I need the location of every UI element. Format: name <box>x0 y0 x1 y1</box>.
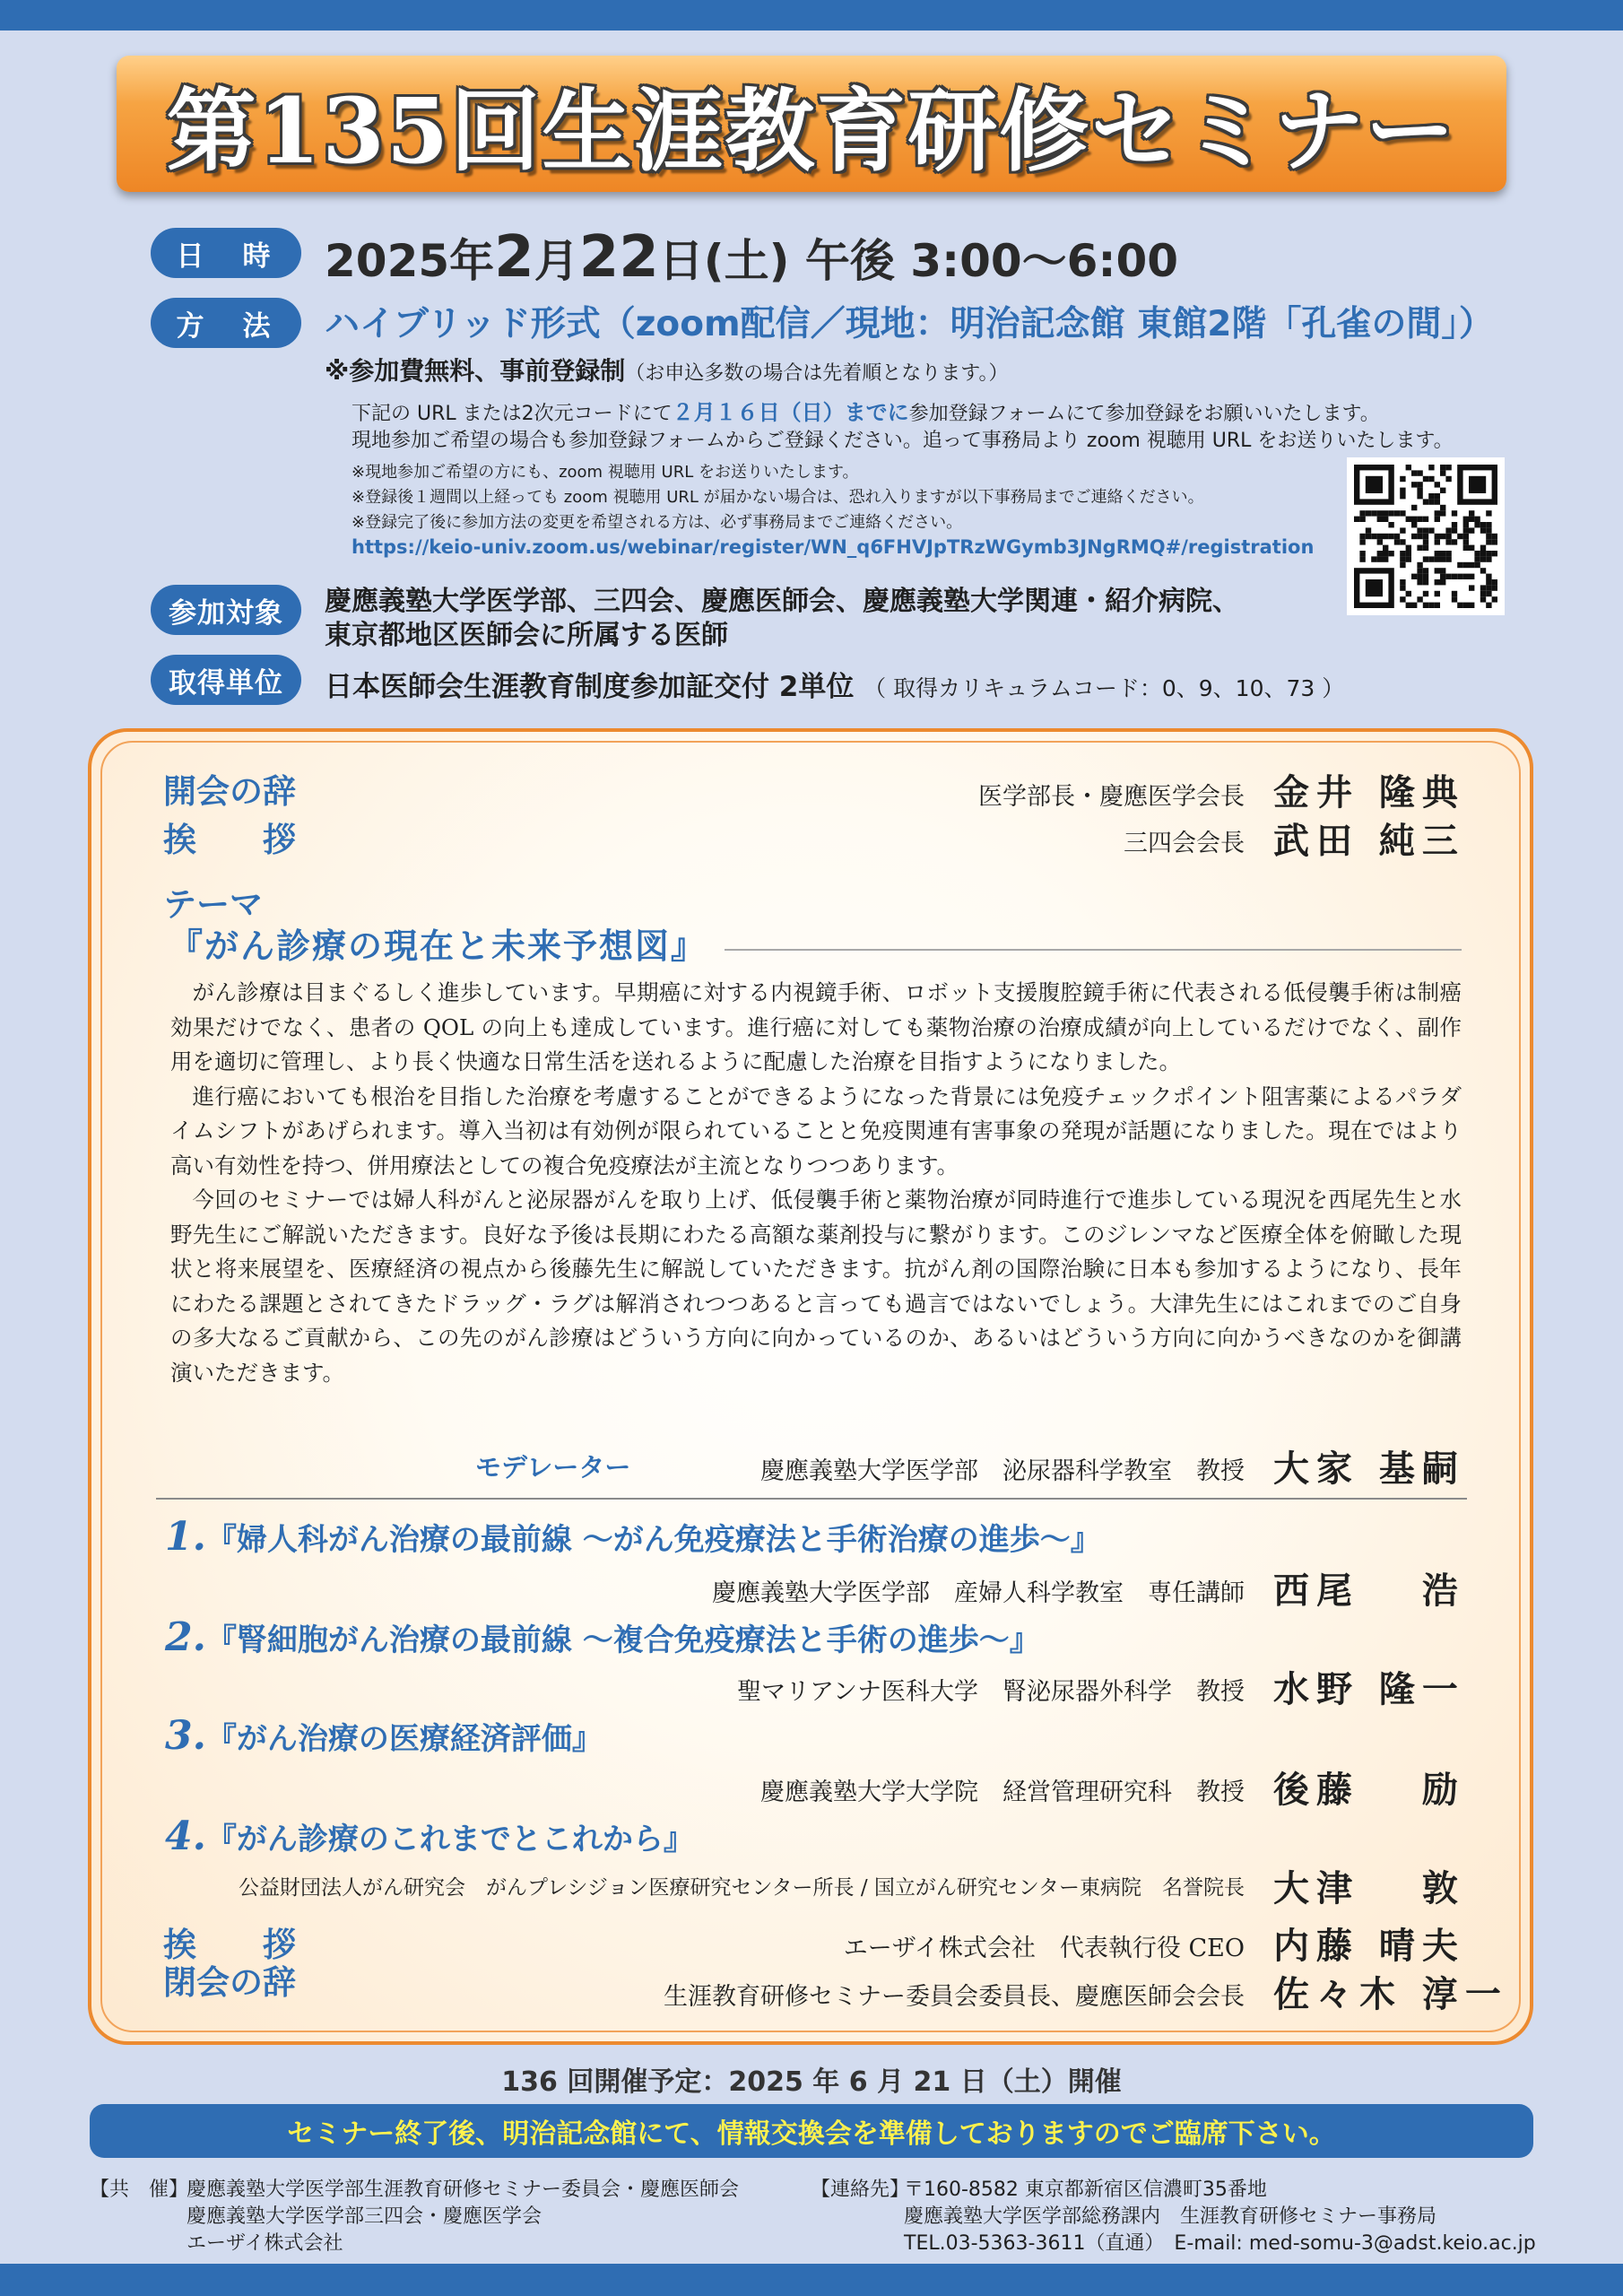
lecture-title: 『がん治療の医療経済評価』 <box>205 1721 603 1757</box>
date-month: 2 <box>494 224 534 291</box>
opening-affiliation: 医学部長・慶應医学会長 <box>978 783 1245 811</box>
date-day: 22 <box>578 224 659 291</box>
contact-office: 慶應義塾大学医学部総務課内 生涯教育研修セミナー事務局 <box>904 2205 1437 2228</box>
fee-note: （お申込多数の場合は先着順となります。） <box>625 362 1009 385</box>
theme-paragraph: 今回のセミナーでは婦人科がんと泌尿器がんを取り上げ、低侵襲手術と薬物治療が同時進行で進歩している現況を西尾先生と水野先生にご解説いただきます。良好な予後は長期にわたる高額な薬剤投与に繋がります。このジレンマなど医療全体を俯瞰した現状と将来展望を、医療経済の視点から後藤先生に解説していただきます。抗がん剤の国際治験に日本も参加するようになり、長年にわたる課題とされてきたドラッグ・ラグは解消されつつあると言っても過言ではないでしょう。大津先生にはこれまでのご自身の多大なるご貢献から、この先のがん診療はどういう方向に向かっているのか、あるいはどういう方向に向かうべきなのかを御講演いただきます。 <box>170 1187 1462 1386</box>
lecture-1-speaker: 西尾 浩 <box>1273 1570 1465 1612</box>
section-divider <box>156 1498 1467 1500</box>
cohost-line-1: 慶應義塾大学医学部生涯教育研修セミナー委員会・慶應医師会 <box>187 2179 740 2201</box>
greeting-speaker: 武田 純三 <box>1273 820 1465 862</box>
credit-text: 日本医師会生涯教育制度参加証交付 2単位 <box>325 671 855 703</box>
closing-label: 閉会の辞 <box>163 1962 296 2002</box>
lecture-4-affiliation: 公益財団法人がん研究会 がんプレシジョン医療研究センター所長 / 国立がん研究センター東病院 名誉院長 <box>238 1876 1245 1900</box>
moderator-affiliation: 慶應義塾大学医学部 泌尿器科学教室 教授 <box>760 1457 1245 1485</box>
lecture-1-heading <box>165 1514 1101 1560</box>
contact-address: 〒160-8582 東京都新宿区信濃町35番地 <box>904 2179 1267 2201</box>
cohost-line-2: 慶應義塾大学医学部三四会・慶應医学会 <box>187 2205 542 2228</box>
closing-greeting-affiliation: エーザイ株式会社 代表執行役 CEO <box>843 1935 1245 1962</box>
reg-deadline: ２月１６日（日）までに <box>672 400 909 425</box>
lecture-2-speaker: 水野 隆一 <box>1273 1668 1465 1710</box>
greeting-label: 挨 拶 <box>163 820 296 859</box>
fee-line <box>325 352 1008 387</box>
credit-line <box>325 664 1344 704</box>
registration-url[interactable]: https://keio-univ.zoom.us/webinar/register/WN_q6FHVJpTRzWGymb3JNgRMQ#/registration <box>352 536 1315 558</box>
lecture-title: 『腎細胞がん治療の最前線 ～複合免疫療法と手術の進歩～』 <box>205 1622 1040 1658</box>
contact-label: 【連絡先】 <box>811 2179 910 2201</box>
date-time-range: 午後 3:00～6:00 <box>804 235 1179 287</box>
title-banner <box>117 56 1506 192</box>
lecture-number: 1. <box>165 1514 206 1560</box>
date-year: 2025 <box>325 235 450 287</box>
registration-line-2: 現地参加ご希望の場合も参加登録フォームからご登録ください。追って事務局より zoom 視聴用 URL をお送りいたします。 <box>352 430 1454 452</box>
contact-tel-email: TEL.03-5363-3611（直通） E-mail: med-somu-3@adst.keio.ac.jp <box>904 2232 1536 2255</box>
theme-rule <box>725 949 1462 951</box>
credit-note: （ 取得カリキュラムコード：0、9、10、73 ） <box>864 675 1345 701</box>
date-label: 日 時 <box>151 228 301 278</box>
method-text: ハイブリッド形式（zoom配信／現地：明治記念館 東館2階「孔雀の間」） <box>325 304 1494 344</box>
closing-greeting-speaker: 内藤 晴夫 <box>1273 1925 1465 1967</box>
greeting-affiliation: 三四会会長 <box>1124 830 1245 857</box>
lecture-1-affiliation: 慶應義塾大学医学部 産婦人科学教室 専任講師 <box>712 1579 1245 1607</box>
theme-paragraph: がん診療は目まぐるしく進歩しています。早期癌に対する内視鏡手術、ロボット支援腹腔鏡手術に代表される低侵襲手術は制癌効果だけでなく、患者の QOL の向上も達成しています。進行癌に対しても薬物治療の治療成績が向上しているだけでなく、副作用を適切に管理し、より長く快適な日常生活を送れるように配慮した治療を目指すようになりました。 <box>170 979 1462 1074</box>
registration-line-1 <box>352 395 1380 426</box>
closing-greeting-label: 挨 拶 <box>163 1925 296 1964</box>
theme-paragraph: 進行癌においても根治を目指した治療を考慮することができるようになった背景には免疫チェックポイント阻害薬によるパラダイムシフトがあげられます。導入当初は有効例が限られていることと免疫関連有害事象の発現が話題になりました。現在ではより高い有効性を持つ、併用療法としての複合免疫療法が主流となりつつあります。 <box>170 1083 1462 1178</box>
seminar-title: 第135回生涯教育研修セミナー <box>166 78 1457 184</box>
lecture-3-affiliation: 慶應義塾大学大学院 経営管理研究科 教授 <box>760 1779 1245 1806</box>
reg-pre: 下記の URL または2次元コードにて <box>352 403 673 425</box>
date-weekday: (土) <box>703 235 790 287</box>
reg-post: 参加登録フォームにて参加登録をお願いいたします。 <box>908 403 1380 425</box>
cohost-line-3: エーザイ株式会社 <box>187 2232 343 2255</box>
next-session: 136 回開催予定：2025 年 6 月 21 日（土）開催 <box>501 2066 1122 2098</box>
opening-speaker: 金井 隆典 <box>1273 771 1465 813</box>
date-day-unit: 日 <box>658 235 704 287</box>
credit-label: 取得単位 <box>151 655 301 705</box>
target-line-2: 東京都地区医師会に所属する医師 <box>325 620 728 651</box>
note-1: ※現地参加ご希望の方にも、zoom 視聴用 URL をお送りいたします。 <box>352 463 859 482</box>
lecture-3-heading <box>165 1713 603 1759</box>
lecture-2-heading <box>165 1614 1040 1660</box>
note-3: ※登録完了後に参加方法の変更を希望される方は、必ず事務局までご連絡ください。 <box>352 513 963 532</box>
qr-code-graphic <box>1347 457 1505 615</box>
closing-affiliation: 生涯教育研修セミナー委員会委員長、慶應医師会会長 <box>664 1983 1245 2011</box>
cohost-label: 【共 催】 <box>90 2179 189 2201</box>
top-band <box>0 0 1623 30</box>
reception-banner: セミナー終了後、明治記念館にて、情報交換会を準備しておりますのでご臨席下さい。 <box>90 2104 1533 2158</box>
date-time <box>325 224 1178 291</box>
note-2: ※登録後１週間以上経っても zoom 視聴用 URL が届かない場合は、恐れ入りますが以下事務局までご連絡ください。 <box>352 488 1204 507</box>
moderator-label: モデレーター <box>475 1452 631 1483</box>
theme-title: 『がん診療の現在と未来予想図』 <box>169 926 707 966</box>
moderator-name: 大家 基嗣 <box>1273 1448 1465 1490</box>
lecture-4-speaker: 大津 敦 <box>1273 1867 1465 1909</box>
lecture-title: 『婦人科がん治療の最前線 ～がん免疫療法と手術治療の進歩～』 <box>205 1522 1101 1558</box>
target-label: 参加対象 <box>151 585 301 635</box>
lecture-title: 『がん診療のこれまでとこれから』 <box>205 1822 694 1857</box>
lecture-2-affiliation: 聖マリアンナ医科大学 腎泌尿器外科学 教授 <box>737 1678 1245 1706</box>
theme-description <box>170 976 1462 1390</box>
lecture-number: 4. <box>165 1813 206 1859</box>
qr-code-icon[interactable] <box>1347 457 1505 615</box>
lecture-number: 2. <box>165 1614 206 1660</box>
fee-bold: ※参加費無料、事前登録制 <box>325 356 626 386</box>
lecture-4-heading <box>165 1813 694 1859</box>
date-year-unit: 年 <box>449 235 495 287</box>
date-month-unit: 月 <box>534 235 579 287</box>
theme-label: テーマ <box>163 884 263 924</box>
lecture-3-speaker: 後藤 励 <box>1273 1769 1465 1811</box>
opening-label: 開会の辞 <box>163 771 296 811</box>
bottom-band <box>0 2264 1623 2296</box>
lecture-number: 3. <box>165 1713 206 1759</box>
target-line-1: 慶應義塾大学医学部、三四会、慶應医師会、慶應義塾大学関連・紹介病院、 <box>325 586 1239 617</box>
closing-speaker: 佐々木 淳一 <box>1273 1973 1508 2015</box>
method-label: 方 法 <box>151 298 301 348</box>
